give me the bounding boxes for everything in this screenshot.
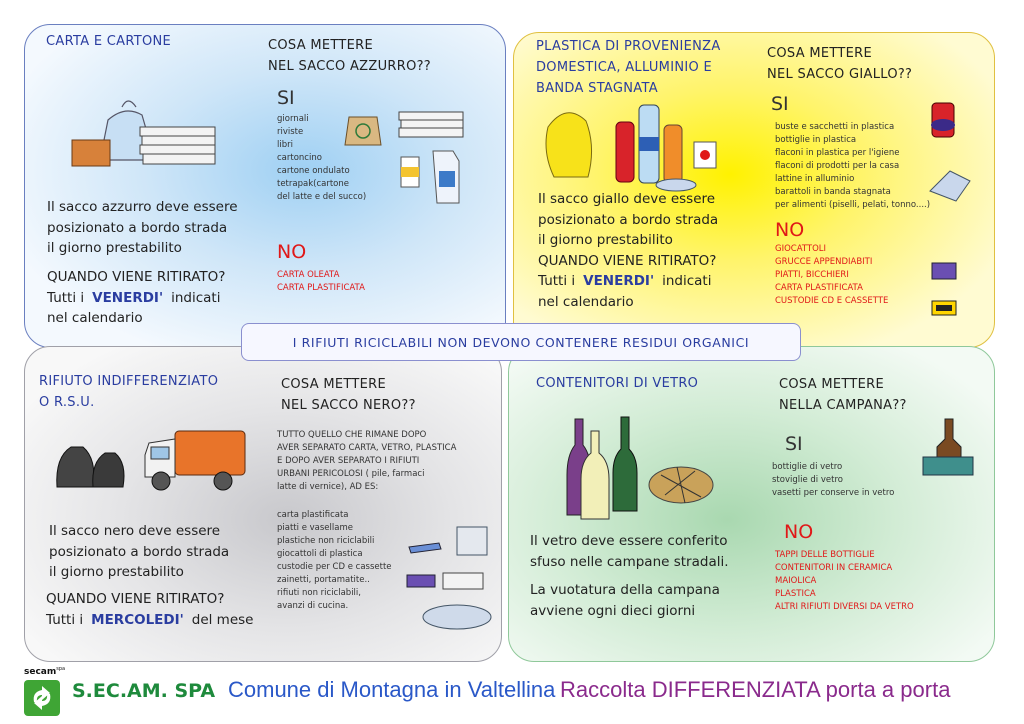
glass-yes-list: bottiglie di vetro stoviglie di vetro vasetti per conserve in vetro: [772, 462, 895, 498]
plastic-no-list: GIOCATTOLI GRUCCE APPENDIABITI PIATTI, BICCHIERI CARTA PLASTIFICATA CUSTODIE CD E CASSETTE: [775, 244, 889, 306]
plastic-yes-list: buste e sacchetti in plastica bottiglie in plastica flaconi in plastica per l'igiene flaconi di prodotti per la casa lattine in alluminio barattoli in banda stagnata per alimenti (piselli, pelati, tonno....): [775, 122, 931, 210]
paper-bag-illustration: [70, 85, 220, 175]
waste-description: TUTTO QUELLO CHE RIMANE DOPO AVER SEPARATO CARTA, VETRO, PLASTICA E DOPO AVER SEPARATO I RIFIUTI URBANI PERICOLOSI ( pile, farmaci latte di vernice), AD ES:: [277, 430, 457, 492]
paper-yes-label: SI: [277, 87, 295, 109]
paper-no-label: NO: [277, 241, 307, 263]
waste-question: COSA METTERE NEL SACCO NERO??: [281, 377, 416, 413]
glass-jar-illustration: [919, 417, 979, 487]
plastic-info: Il sacco giallo deve essere posizionato a bordo strada il giorno prestabilito QUANDO VIENE RITIRATO? Tutti i VENERDI' indicati nel calendario: [538, 191, 719, 310]
glass-bottles-illustration: [565, 415, 725, 525]
waste-title: RIFIUTO INDIFFERENZIATO O R.S.U.: [39, 374, 219, 410]
paper-pickup: QUANDO VIENE RITIRATO? Tutti i VENERDI' indicati nel calendario: [47, 269, 226, 326]
waste-items-illustration: [405, 523, 495, 633]
paper-pickup-day: VENERDI': [92, 289, 164, 306]
plastic-title: PLASTICA DI PROVENIENZA DOMESTICA, ALLUMINIO E BANDA STAGNATA: [536, 39, 721, 96]
waste-info: Il sacco nero deve essere posizionato a bordo strada il giorno prestabilito: [49, 523, 230, 580]
plastic-items-illustration: [536, 97, 736, 197]
glass-title: CONTENITORI DI VETRO: [536, 376, 699, 391]
collection-tagline: Raccolta DIFFERENZIATA porta a porta: [560, 677, 951, 702]
plastic-question: COSA METTERE NEL SACCO GIALLO??: [767, 46, 913, 82]
waste-panel: [24, 346, 502, 662]
glass-info-2: La vuotatura della campana avviene ogni dieci giorni: [530, 582, 720, 619]
glass-panel: [508, 346, 995, 662]
paper-yes-list: giornali riviste libri cartoncino cartone ondulato tetrapak(cartone del latte e del succo): [277, 114, 367, 202]
waste-items-list: carta plastificata piatti e vasellame plastiche non riciclabili giocattoli di plastica custodie per CD e cassette zainetti, portamatite.. rifiuti non riciclabili, avanzi di cucina.: [277, 510, 392, 611]
plastic-yes-label: SI: [771, 93, 789, 115]
paper-question: COSA METTERE NEL SACCO AZZURRO??: [268, 38, 432, 74]
plastic-side-illustration: [926, 101, 976, 331]
glass-yes-label: SI: [785, 433, 803, 455]
waste-pickup: QUANDO VIENE RITIRATO? Tutti i MERCOLEDI' del mese: [46, 591, 254, 628]
paper-panel: [24, 24, 506, 348]
company-name: S.EC.AM. SPA: [72, 680, 216, 702]
glass-question: COSA METTERE NELLA CAMPANA??: [779, 377, 907, 413]
organic-residue-warning-banner: I RIFIUTI RICICLABILI NON DEVONO CONTENERE RESIDUI ORGANICI: [241, 323, 801, 361]
glass-no-list: TAPPI DELLE BOTTIGLIE CONTENITORI IN CERAMICA MAIOLICA PLASTICA ALTRI RIFIUTI DIVERSI DA VETRO: [775, 550, 914, 612]
paper-no-list: CARTA OLEATA CARTA PLASTIFICATA: [277, 270, 365, 293]
paper-info: Il sacco azzurro deve essere posizionato a bordo strada il giorno prestabilito: [47, 199, 238, 256]
glass-info-1: Il vetro deve essere conferito sfuso nelle campane stradali.: [530, 533, 729, 570]
glass-no-label: NO: [784, 521, 814, 543]
truck-illustration: [53, 417, 263, 497]
plastic-pickup-day: VENERDI': [583, 273, 655, 289]
waste-pickup-day: MERCOLEDI': [91, 611, 184, 628]
plastic-panel: [513, 32, 995, 348]
secam-logo-text: secam$^{spa}$: [24, 666, 66, 677]
paper-title: CARTA E CARTONE: [46, 34, 172, 49]
plastic-no-label: NO: [775, 219, 805, 241]
municipality-name: Comune di Montagna in Valtellina: [228, 677, 556, 702]
recycle-logo-icon: [24, 680, 60, 716]
